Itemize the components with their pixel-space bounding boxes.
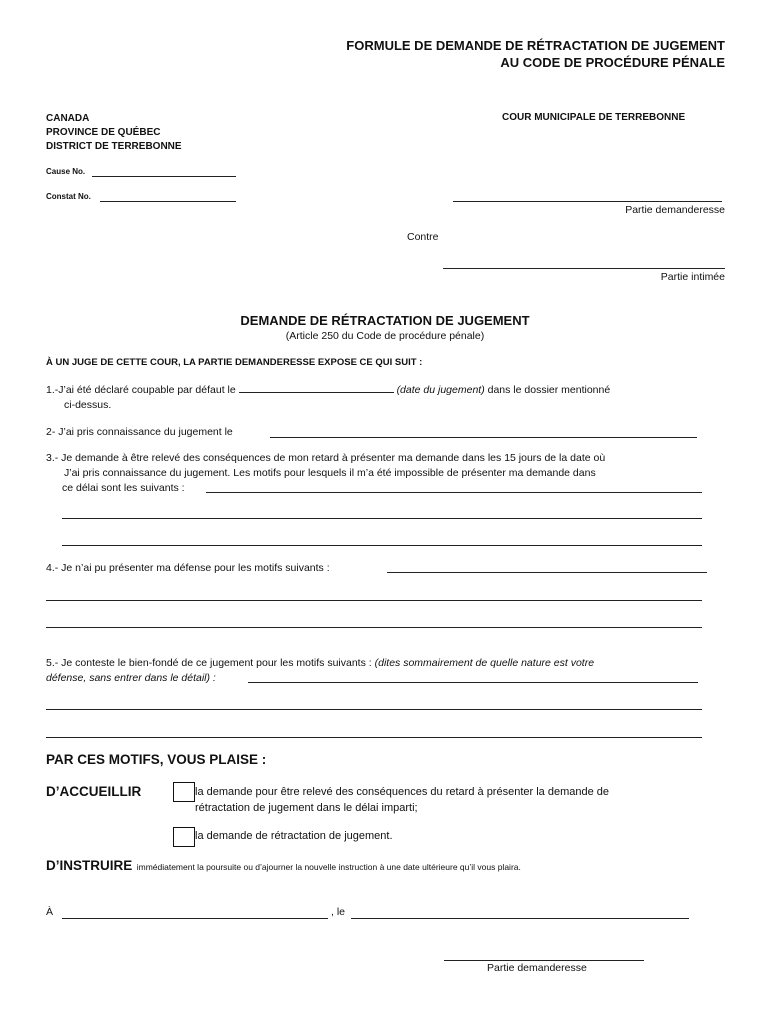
request-intro: À UN JUGE DE CETTE COUR, LA PARTIE DEMANDERESSE EXPOSE CE QUI SUIT : (46, 357, 423, 368)
delay-reasons-field-3[interactable] (62, 545, 702, 546)
option1-line1: la demande pour être relevé des conséquences du retard à présenter la demande de (195, 786, 609, 798)
instruire-text: immédiatement la poursuite ou d’ajourner la nouvelle instruction à une date ultérieure qu’il vous plaira. (136, 862, 521, 872)
item3-line2: J’ai pris connaissance du jugement. Les motifs pour lesquels il m’a été impossible de présenter ma demande dans (64, 467, 596, 479)
constat-field[interactable] (100, 201, 236, 202)
instruire-line (46, 857, 521, 875)
instruire-label: D’INSTRUIRE (46, 858, 133, 873)
item2-text: 2- J’ai pris connaissance du jugement le (46, 426, 233, 438)
date-label: , le (331, 906, 346, 918)
knowledge-date-field[interactable] (270, 437, 697, 438)
item5-line1 (46, 655, 594, 671)
contest-reasons-field-1[interactable] (248, 682, 698, 683)
item4-text: 4.- Je n’ai pu présenter ma défense pour les motifs suivants : (46, 562, 330, 574)
plaintiff-field[interactable] (453, 201, 722, 202)
place-field[interactable] (62, 918, 328, 919)
date-field[interactable] (351, 918, 689, 919)
contest-reasons-field-2[interactable] (46, 709, 702, 710)
contest-reasons-field-3[interactable] (46, 737, 702, 738)
accueillir-label: D’ACCUEILLIR (46, 784, 142, 799)
item5-text-a: 5.- Je conteste le bien-fondé de ce jugement pour les motifs suivants : (46, 657, 372, 669)
cause-label: Cause No. (46, 167, 86, 176)
item1-italic: (date du jugement) (396, 384, 485, 396)
item3-line3: ce délai sont les suivants : (62, 482, 185, 494)
item1-line1 (46, 382, 610, 398)
court-name: COUR MUNICIPALE DE TERREBONNE (502, 112, 686, 123)
defendant-field[interactable] (443, 268, 725, 269)
form-title-line2: AU CODE DE PROCÉDURE PÉNALE (500, 55, 725, 70)
cause-field[interactable] (92, 176, 236, 177)
jurisdiction-block (46, 112, 182, 154)
item1-line2: ci-dessus. (64, 399, 112, 411)
district-label: DISTRICT DE TERREBONNE (46, 141, 182, 152)
conclusions-heading: PAR CES MOTIFS, VOUS PLAISE : (46, 752, 267, 767)
judgment-date-field[interactable] (239, 382, 394, 393)
delay-reasons-field-2[interactable] (62, 518, 702, 519)
delay-reasons-field-1[interactable] (206, 492, 702, 493)
item3-line1: 3.- Je demande à être relevé des conséquences de mon retard à présenter ma demande dans les 15 jours de la date où (46, 452, 606, 464)
request-subheading: (Article 250 du Code de procédure pénale) (285, 330, 485, 342)
plaintiff-label: Partie demanderesse (625, 204, 725, 216)
signature-field[interactable] (444, 960, 644, 961)
defendant-label: Partie intimée (660, 271, 725, 283)
item1-text-a: 1.-J’ai été déclaré coupable par défaut le (46, 384, 236, 396)
item1-text-b: dans le dossier mentionné (487, 384, 611, 396)
item5-line2 (46, 670, 216, 686)
province-label: PROVINCE DE QUÉBEC (46, 127, 161, 138)
versus-label: Contre (407, 231, 439, 243)
place-label: À (46, 906, 54, 918)
defense-reasons-field-3[interactable] (46, 627, 702, 628)
request-heading: DEMANDE DE RÉTRACTATION DE JUGEMENT (240, 313, 530, 328)
item5-italic2: défense, sans entrer dans le détail) : (46, 672, 216, 684)
defense-reasons-field-1[interactable] (387, 572, 707, 573)
defense-reasons-field-2[interactable] (46, 600, 702, 601)
form-title-line1: FORMULE DE DEMANDE DE RÉTRACTATION DE JUGEMENT (346, 38, 725, 53)
option1-checkbox[interactable] (173, 782, 195, 802)
option1-line2: rétractation de jugement dans le délai imparti; (195, 802, 418, 814)
item5-italic1: (dites sommairement de quelle nature est votre (374, 657, 595, 669)
constat-label: Constat No. (46, 192, 91, 201)
option2-checkbox[interactable] (173, 827, 195, 847)
option2-text: la demande de rétractation de jugement. (195, 830, 393, 842)
country-label: CANADA (46, 113, 90, 124)
signature-party-label: Partie demanderesse (487, 962, 587, 974)
